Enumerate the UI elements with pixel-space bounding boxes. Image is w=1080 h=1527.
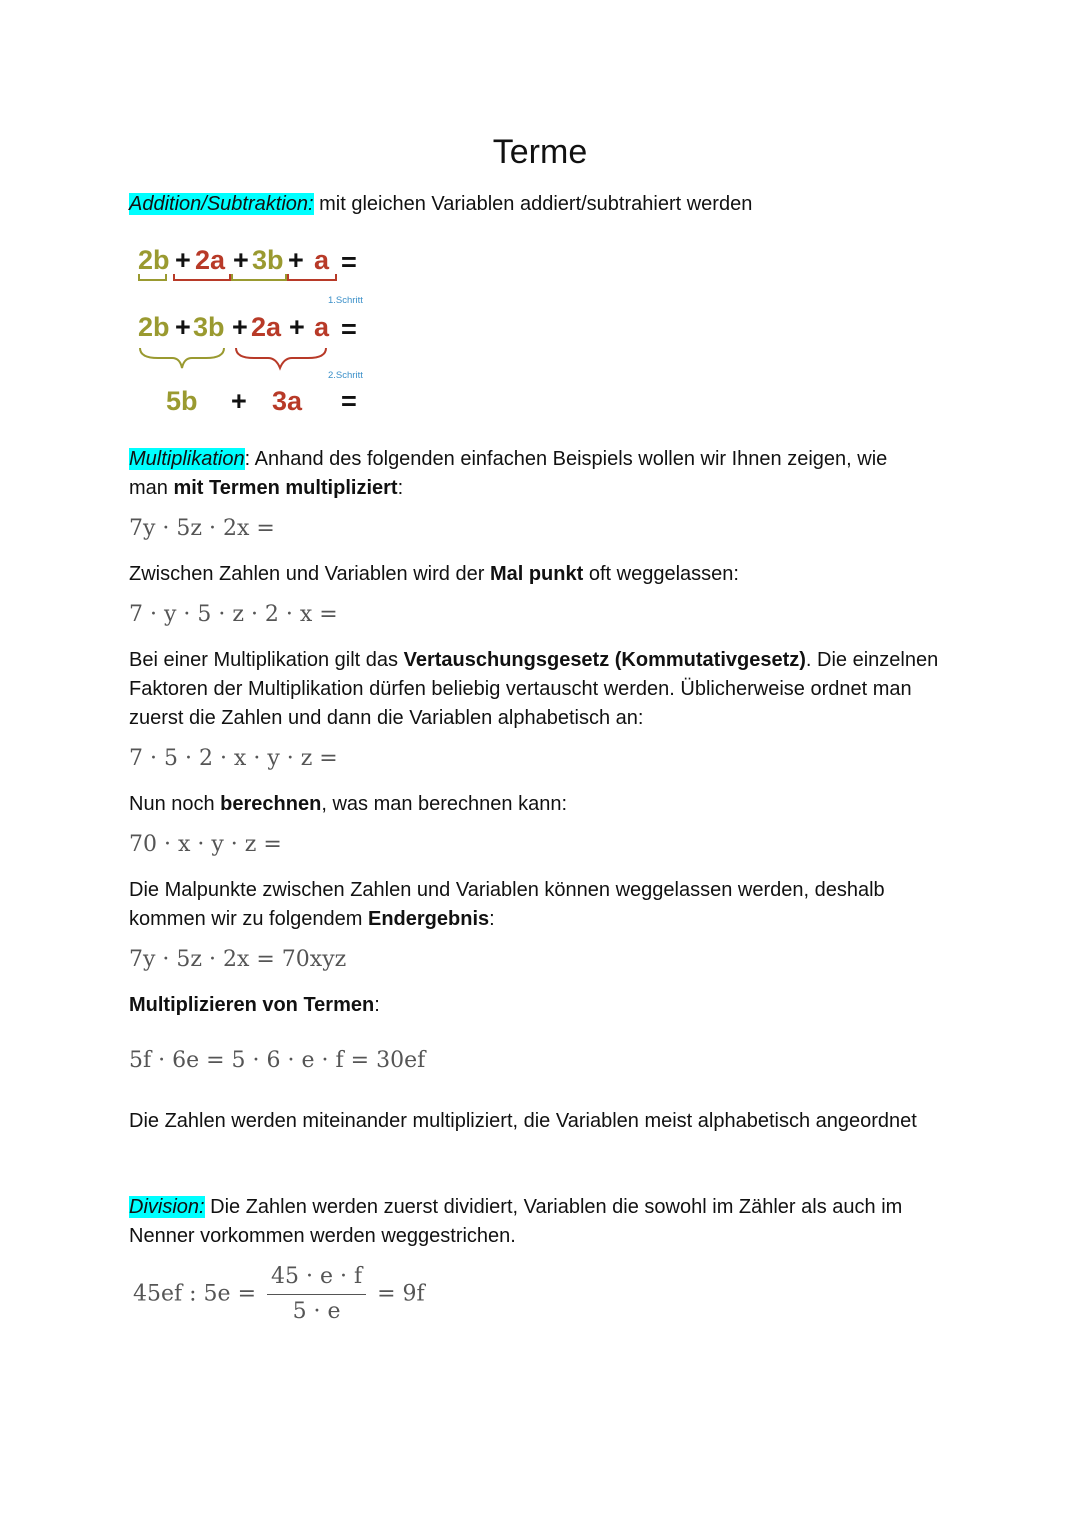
row2-equals: = <box>341 314 357 344</box>
bold-text: berechnen <box>220 793 322 815</box>
text: : <box>374 994 380 1016</box>
row1-plus-1: + <box>175 245 191 275</box>
row3-term-3a: 3a <box>272 386 303 416</box>
paragraph-kommutativ-line1 <box>129 646 938 675</box>
intro-text: man <box>129 477 174 499</box>
addition-diagram <box>128 236 398 426</box>
row1-term-a: a <box>314 245 330 275</box>
row1-term-2b: 2b <box>138 245 170 275</box>
division-highlight-label: Division: <box>129 1196 205 1218</box>
division-eq-left: 45ef : 5e = <box>133 1281 256 1307</box>
equation-4: 70 · x · y · z = <box>129 832 282 857</box>
multiplication-intro-text: Anhand des folgenden einfachen Beispiels wollen wir Ihnen zeigen, wie <box>250 448 888 470</box>
multiplication-intro-line2 <box>129 474 403 503</box>
text: Nun noch <box>129 793 221 815</box>
division-line2: Nenner vorkommen werden weggestrichen. <box>129 1225 516 1247</box>
division-line1 <box>129 1193 902 1222</box>
fraction-denominator: 5 · e <box>292 1299 341 1324</box>
equation-5: 7y · 5z · 2x = 70xyz <box>129 947 347 972</box>
bold-text: Mal punkt <box>489 563 584 585</box>
text: . Die einzelnen <box>805 649 939 671</box>
text: Bei einer Multiplikation gilt das <box>129 649 404 671</box>
equation-6: 5f · 6e = 5 · 6 · e · f = 30ef <box>129 1048 426 1073</box>
division-text: Die Zahlen werden zuerst dividiert, Variablen die sowohl im Zähler als auch im <box>204 1196 903 1218</box>
text: , was man berechnen kann: <box>321 793 568 815</box>
row1-equals: = <box>341 247 357 277</box>
row3-equals: = <box>341 386 357 416</box>
text: Zwischen Zahlen und Variablen wird der <box>129 563 490 585</box>
bold-text: Endergebnis <box>367 908 490 930</box>
page-title: Terme <box>492 133 588 171</box>
paragraph-malpunkt <box>129 560 739 589</box>
equation-2: 7 · y · 5 · z · 2 · x = <box>129 602 338 627</box>
addition-highlight-label: Addition/Subtraktion: <box>129 193 314 215</box>
row1-plus-2: + <box>233 245 249 275</box>
row1-plus-3: + <box>288 245 304 275</box>
text: : <box>489 908 495 930</box>
brace-b-group <box>140 348 224 368</box>
equation-1: 7y · 5z · 2x = <box>129 516 275 541</box>
fraction-numerator: 45 · e · f <box>267 1262 366 1295</box>
addition-paragraph <box>129 190 752 219</box>
multiplication-intro-line1 <box>129 445 887 474</box>
step1-label: 1.Schritt <box>328 295 363 306</box>
multiplication-colon: : <box>244 448 251 470</box>
paragraph-kommutativ-line2: Faktoren der Multiplikation dürfen beliebig vertauscht werden. Üblicherweise ordnet man <box>129 678 912 700</box>
addition-text: mit gleichen Variablen addiert/subtrahiert werden <box>313 193 753 215</box>
row2-term-3b: 3b <box>193 312 225 342</box>
division-equation <box>133 1262 425 1327</box>
row3-term-5b: 5b <box>166 386 198 416</box>
equation-3: 7 · 5 · 2 · x · y · z = <box>129 746 338 771</box>
paragraph-endergebnis-line1: Die Malpunkte zwischen Zahlen und Variablen können weggelassen werden, deshalb <box>129 879 885 901</box>
text: oft weggelassen: <box>583 563 739 585</box>
paragraph-berechnen <box>129 790 567 819</box>
row2-plus-3: + <box>289 312 305 342</box>
paragraph-kommutativ-line3: zuerst die Zahlen und dann die Variablen alphabetisch an: <box>129 707 644 729</box>
bold-text: Multiplizieren von Termen <box>129 994 375 1016</box>
bold-text: Vertauschungsgesetz (Kommutativgesetz) <box>403 649 806 671</box>
paragraph-zahlen: Die Zahlen werden miteinander multipliziert, die Variablen meist alphabetisch angeordnet <box>129 1110 917 1132</box>
intro-colon: : <box>397 477 404 499</box>
division-fraction <box>267 1262 366 1327</box>
row1-term-3b: 3b <box>252 245 284 275</box>
multiplication-highlight-label: Multiplikation <box>129 448 245 470</box>
row1-term-2a: 2a <box>195 245 226 275</box>
row2-term-a: a <box>314 312 330 342</box>
row2-plus-2: + <box>232 312 248 342</box>
division-eq-right: = 9f <box>377 1281 425 1307</box>
intro-bold: mit Termen multipliziert <box>173 477 398 499</box>
heading-multiplizieren <box>129 991 380 1020</box>
text: kommen wir zu folgendem <box>129 908 368 930</box>
row2-plus-1: + <box>175 312 191 342</box>
row3-plus: + <box>231 386 247 416</box>
paragraph-endergebnis-line2 <box>129 905 495 934</box>
brace-a-group <box>236 348 326 368</box>
step2-label: 2.Schritt <box>328 370 363 381</box>
row2-term-2a: 2a <box>251 312 282 342</box>
row2-term-2b: 2b <box>138 312 170 342</box>
